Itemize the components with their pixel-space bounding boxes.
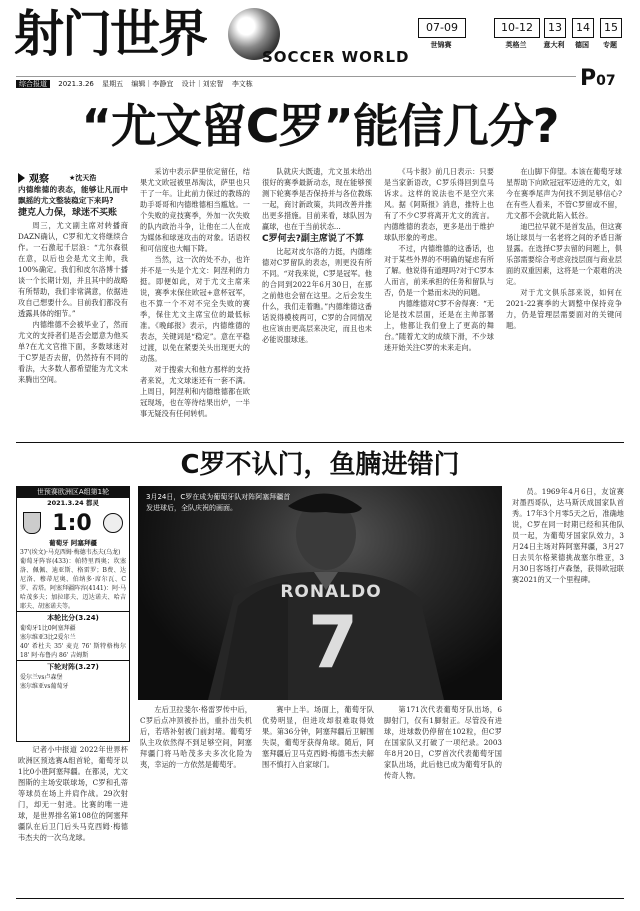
paragraph: 内德维德对C罗不舍得赛：“无论是技术层面，还是在主帅部署上，他都让我们登上了更高的舞台。”随着尤文的成绩下滑，不少球迷开始关注C罗的未来走向。 [384, 299, 494, 352]
nav-box-1: 07-09 [418, 18, 466, 38]
article-column-5 [506, 166, 622, 434]
azerbaijan-crest-icon [103, 513, 123, 533]
scorers-row: 40' 希杜夫 35' 麦克 76' 斯特格梅尔 18' 阿·布鲁内 86' 吉姆斯 [20, 643, 126, 659]
nav-label-3: 意大利 [543, 41, 565, 49]
jersey-number: 7 [307, 600, 359, 684]
story-column-2 [140, 704, 252, 894]
paragraph: 对于尤文俱乐部来说，如何在2021-22赛季的大调整中保持竞争力，仍是管理层需要面对的关键问题。 [506, 288, 622, 330]
paragraph: 《马卡报》前几日表示：只要是当家新语改，C罗乐得回到皇马诉求。这样的说法也不是空穴来风。据《阿斯报》消息，推特上也有了不少C罗将离开尤文的流言。内德维德的表态，更多是出于维护球队形象的考虑。 [384, 167, 494, 242]
next-round-heading: 下轮对阵(3.27) [17, 660, 129, 673]
goal-note: 37'(埃文)·马克西姆·梅德韦杰夫(乌龙) [20, 549, 121, 556]
section-tag: 综合报道 [16, 80, 50, 88]
paragraph: 员。1969年4月6日，友谊赛对墨西哥队，达马斯沃成国家队首秀。17年3个月零5天之后，准确地说，C罗在同一时期已经和其他队员一起，为葡萄牙国家队效力，3月24日主场对阵阿塞拜疆，3月27日去贝尔格莱德挑战塞尔维亚，3月30日客场打卢森堡，获得欧冠联赛2021的又一个里程碑。 [512, 487, 624, 584]
issue-info-bar [16, 76, 576, 91]
ronaldo-photo [138, 486, 502, 700]
paragraph: 队就庆大既遗，尤文虽未给出很好的赛季最新动态，现在能够预测下轮赛季是否保持并与各位教练一起，商讨新政策，共同改善并推出更多措施。目前来看，球队因为赢球，也在于当前状态... [262, 167, 372, 231]
scoreboard-header: 世预赛欧洲区A组第1轮 [17, 487, 129, 498]
nav-box-2: 10-12 [494, 18, 540, 38]
story-column-1 [18, 744, 128, 894]
paragraph: 当然，这一次的处不办，也许并不是一头是个尤文：阿涅利的力挺。即便如此，对于尤文主席来说，赛季末保住欧冠+意杯冠军，也不算一个不对不完全失败的赛季，保住尤文主席宝位的最低标准。《晚邮报》表示，内德维德的表态，关键词是“稳定”。意在平稳过渡，以免在紧要关头出现更大的动荡。 [140, 255, 250, 363]
fixture-row: 塞尔维亚vs葡萄牙 [20, 683, 69, 690]
nav-box-4: 14 [572, 18, 594, 38]
article-column-1 [18, 184, 128, 434]
nav-label-4: 德国 [575, 41, 589, 49]
triangle-marker-icon [18, 173, 25, 183]
story-column-3 [262, 704, 374, 894]
paragraph: 内德维德不会被毕业了，然而尤文的支持者们是否会愿意为他买单?在尤文官推下面，多数球迷对于C罗是否去留，仍然持有不同的看法，大多数人都希望能为尤文未来腾出空间。 [18, 320, 128, 384]
fixture-row: 爱尔兰vs卢森堡 [20, 674, 63, 681]
issue-proof: 李文栋 [231, 80, 253, 88]
page-number: P07 [580, 66, 616, 91]
page-headline: “尤文留C罗”能信几分? [81, 99, 559, 153]
scoreboard [16, 486, 130, 742]
issue-weekday: 星期五 [102, 80, 124, 88]
paragraph: 赛中上半。场面上，葡萄牙队优势明显，但进攻却很难取得效果。第36分钟，阿塞拜疆后卫解围失误，葡萄牙获得角球。随后，阿塞拜疆后卫马克西姆·梅德韦杰夫解围不慎打入自家球门。 [262, 705, 374, 769]
masthead-title: 射门世界 [14, 5, 206, 63]
issue-editor: 编辑｜李静宜 [131, 80, 174, 88]
paragraph: 不过，内德维德的这番话，也对于某些外界的不明确的疑虑有所了解。他说得有道理吗?对于C罗本人而言，前来承担的任务和留队与否，仍是一个悬而未决的问题。 [384, 244, 494, 297]
paragraph: 周三，尤文副主席对转播商DAZN确认，C罗和尤文将继续合作。一石激起千层浪：“尤尔森很在意，以后也会是尤文主帅，我100%确定。我们和皮尔洛博十播谈一个长期计划，并且其中的战略有所帮助，我们非常满意，依据进攻自己想要什么。目前我们都没有透露具体的细节。” [18, 221, 128, 318]
nav-label-2: 英格兰 [505, 41, 527, 49]
paragraph: 在山脚下仰望。本该在葡萄牙球星帮助下向欧冠冠军迈进的尤文，如今在赛季尾声为何找不到足够信心?在有些人看来，不管C罗留或不留，尤文都不会就此陷入低谷。 [506, 167, 622, 220]
masthead-subtitle: SOCCER WORLD [262, 48, 410, 66]
article-column-3 [262, 166, 372, 434]
paragraph: 左后卫拉斐尔·格雷罗传中后，C罗后点冲顶被扑出，重扑出失机后，若塔补射被门前封堵。葡萄牙队主攻依然得不到足够空间，阿塞拜疆门将马哈茂多夫多次化险为夷，幸运的一方依然是葡萄牙。 [140, 705, 252, 769]
lineups: 葡萄牙阵容(433)：帕特里西奥；坎塞洛、佩佩、迪亚斯、格雷罗；B费、达尼洛、穆蒂尼奥、伯纳多·席尔瓦、C罗、若塔。阿塞拜疆阵容(4141)：阿·马哈茂多夫；加拉耶夫、迈达诺夫、哈吉耶夫、胡塞诺夫等。 [20, 558, 126, 610]
paragraph: 对于搜索大和他方那样的支持者来说，尤文球迷还有一套不满。上周日，阿涅利和内德维德都在欧冠现场，也在等待结果出炉，一半事无疑没有任何转机。 [140, 365, 250, 418]
portugal-crest-icon [23, 512, 41, 534]
paragraph: 比起对皮尔洛的力挺，内德维德对C罗留队的表态，则更没有所不同。“对我来说，C罗是冠军。他的合同到2022年6月30日，在那之前他也会留在这里。之后会发生什么，我们走着瞧。”内德维德这番话说得模棱两可，C罗的合同情况也应该由更高层来决定，而且也未必能说服球迷。 [262, 247, 372, 344]
story-column-right [512, 486, 624, 894]
subheading-1: 捷克人力保，球迷不买账 [18, 208, 118, 218]
match-teams: 葡萄牙 阿塞拜疆 [49, 539, 97, 547]
article-column-2 [140, 166, 250, 434]
issue-date: 2021.3.26 [58, 80, 94, 88]
jersey-name: RONALDO [280, 582, 382, 602]
paragraph: 迪巴拉早就不是首发品，但这赛场让球员与一名老将之间的矛盾日渐显露。在选择C罗去留的问题上，俱乐部需要综合考虑竞技层面与商业层面的双重因素，这将是一个艰难的决定。 [506, 222, 622, 286]
issue-design: 设计｜刘宏智 [181, 80, 224, 88]
nav-box-5: 15 [600, 18, 622, 38]
observe-label: 观察 ★沈天浩 [18, 170, 96, 185]
subheading-2: C罗何去?副主席说了不算 [262, 234, 364, 244]
result-row: 塞尔维亚3比2爱尔兰 [20, 634, 76, 641]
nav-label-1: 世锦赛 [430, 41, 452, 49]
home-score: 1:0 [52, 510, 92, 536]
story-headline: C罗不认门，鱼腩进错门 [180, 450, 460, 480]
paragraph: 第171次代表葡萄牙队出场，6脚射门，仅有1脚射正。尽管没有进球，进球数仍停留在102粒，但C罗在国家队又打破了一项纪录。2003年8月20日，C罗首次代表葡萄牙国家队出场，此后他已成为葡萄牙队的传奇人物。 [384, 705, 502, 780]
section-divider [16, 442, 624, 443]
round-results-heading: 本轮比分(3.24) [17, 611, 129, 624]
score-line [17, 508, 129, 538]
article-column-4 [384, 166, 494, 434]
story-column-4 [384, 704, 502, 894]
photo-caption: 3月24日，C罗在成为葡萄牙队对阵阿塞拜疆首发进球后，全队庆祝的画面。 [146, 493, 291, 512]
nav-box-3: 13 [544, 18, 566, 38]
nav-label-5: 专题 [603, 41, 617, 49]
result-row: 葡萄牙1比0阿塞拜疆 [20, 625, 76, 632]
match-date: 2021.3.24 都灵 [47, 499, 99, 507]
paragraph: 记者小中报道 2022年世界杯欧洲区预选赛A组首轮，葡萄牙以1比0小胜阿塞拜疆。在都灵，尤文图斯的主场安联球场，C罗和孔蒂等球员在场上并肩作战。29次射门，却无一射进。比赛的唯一进球，是世界排名第108位的阿塞拜疆队在后卫门后头马克西姆·梅德韦杰夫的一次乌龙球。 [18, 745, 128, 842]
footer-rule [16, 898, 624, 899]
paragraph: 采访中表示萨里依定留任，结果尤文欧冠被里昂淘汰，萨里也只干了一年。让此前力保过的教练的助手哥哥和内德维德相当尴尬。一个失败的竞技赛季，外加一次失败的队内政治斗争，让他在二人在成为媒体和球迷攻击的对象。话语权和可信度也大幅下降。 [140, 167, 250, 253]
article-lead: 内德维德的表态，能够让凡而中飘摇的尤文整装稳定下来吗? [18, 185, 128, 205]
author-byline: ★沈天浩 [69, 173, 97, 182]
